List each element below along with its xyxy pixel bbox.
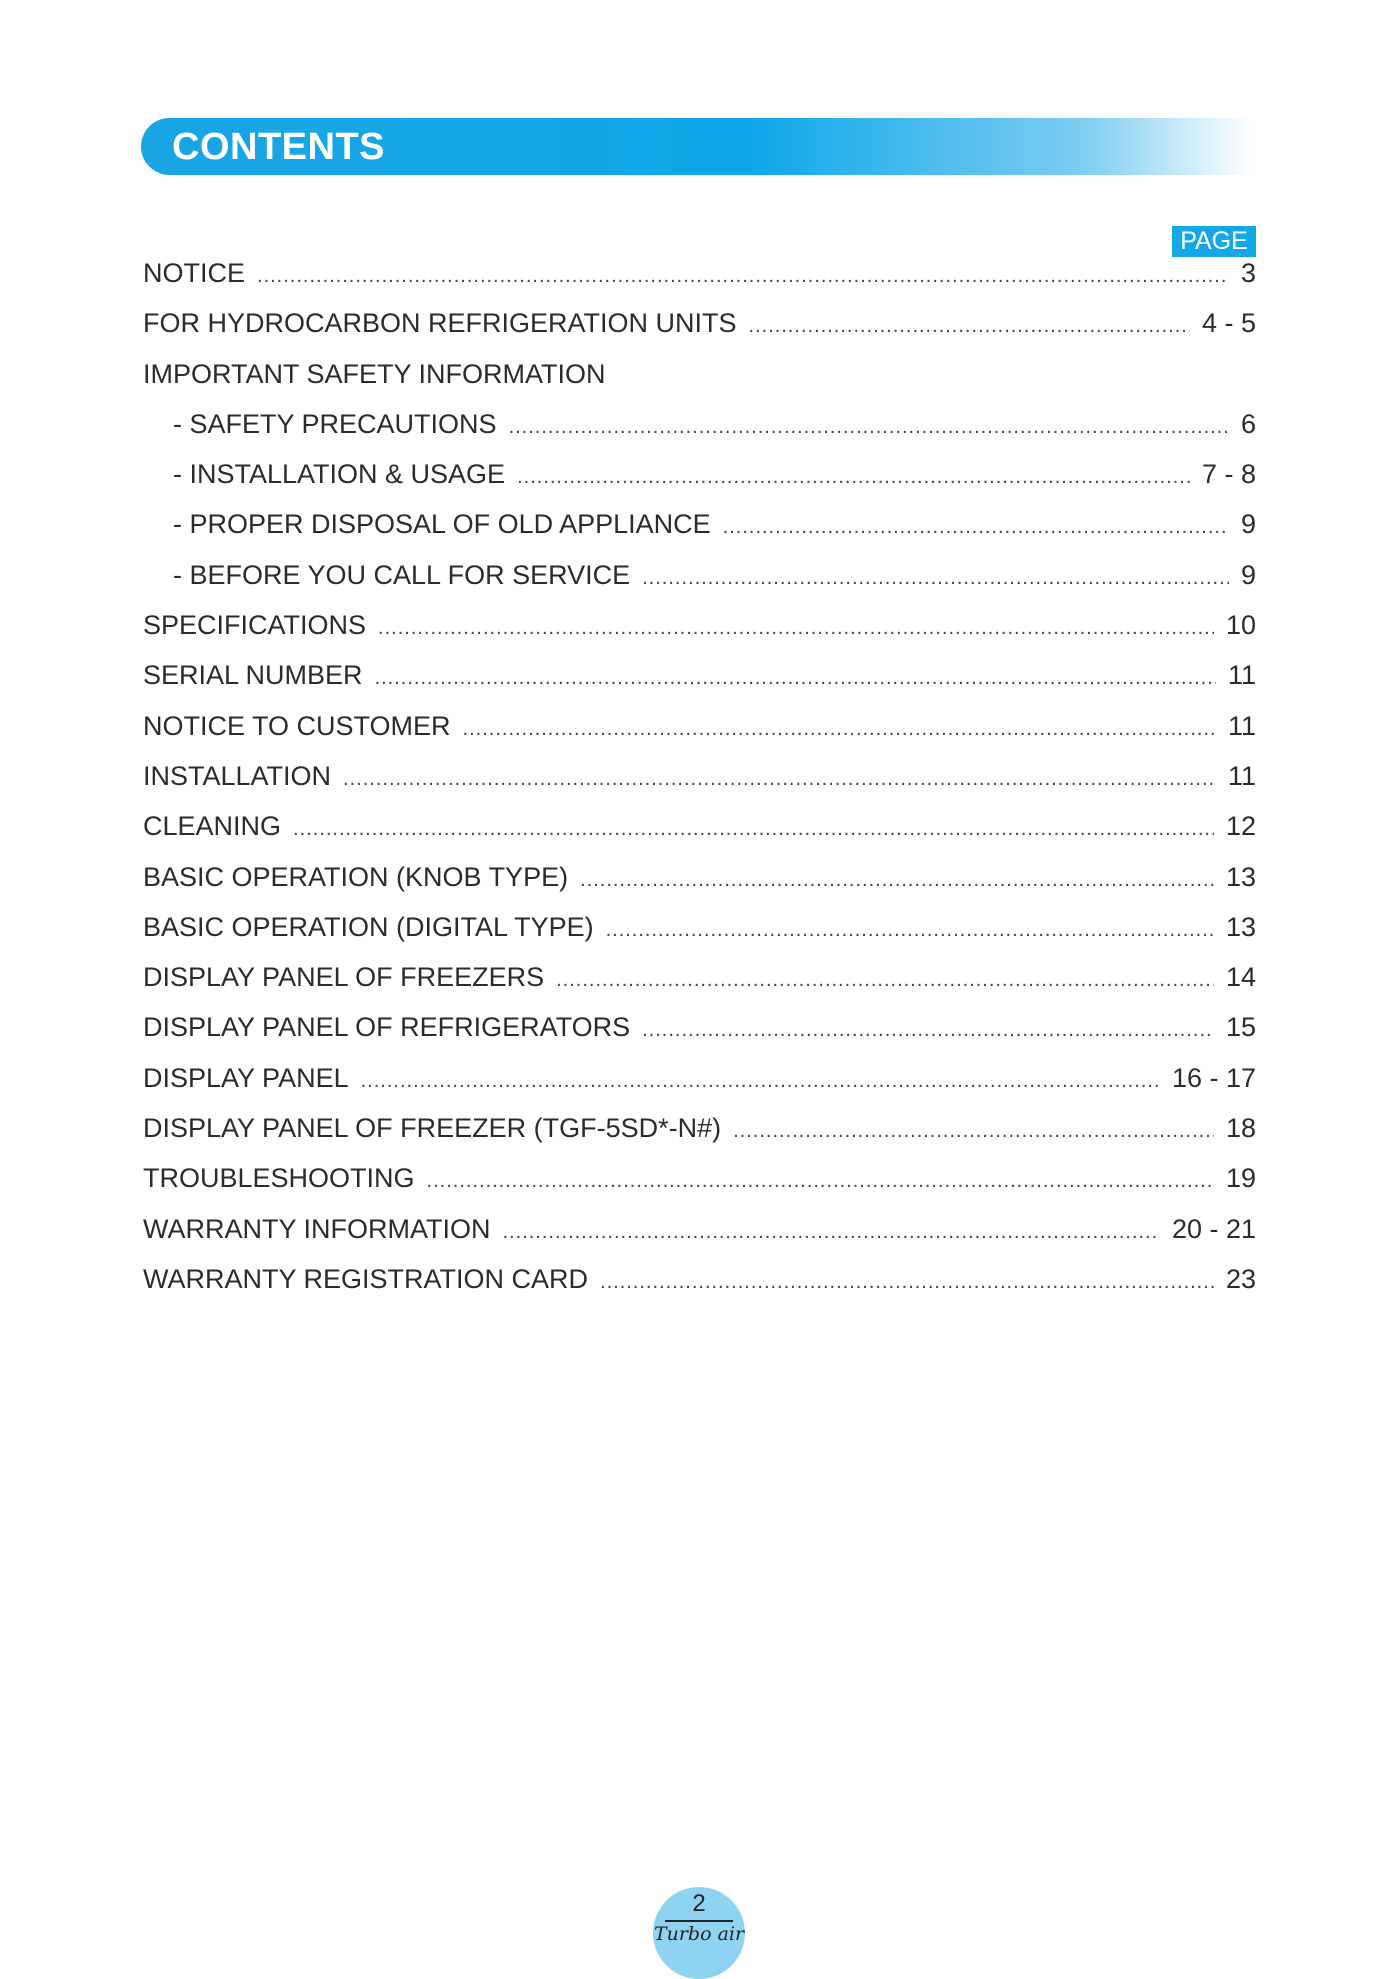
dot-leader	[361, 1070, 1160, 1093]
toc-entry-title: INSTALLATION	[143, 760, 332, 791]
toc-entry[interactable]	[143, 409, 1256, 459]
toc-entry-page: 13	[1225, 861, 1256, 892]
toc-entry[interactable]	[143, 560, 1256, 610]
dot-leader	[463, 718, 1216, 741]
toc-entry-title: DISPLAY PANEL OF FREEZERS	[143, 962, 545, 993]
toc-entry[interactable]	[143, 1063, 1256, 1113]
dot-leader	[749, 315, 1190, 338]
toc-entry-title: IMPORTANT SAFETY INFORMATION	[143, 358, 606, 389]
toc-entry-title: BASIC OPERATION (KNOB TYPE)	[143, 861, 569, 892]
toc-entry[interactable]	[143, 1113, 1256, 1163]
toc-entry-page: 9	[1240, 559, 1256, 590]
toc-entry-page: 10	[1225, 610, 1256, 641]
toc-entry-page: 23	[1225, 1263, 1256, 1294]
dot-leader	[503, 1221, 1160, 1244]
toc-entry[interactable]	[143, 711, 1256, 761]
toc-entry-title: DISPLAY PANEL OF REFRIGERATORS	[143, 1012, 631, 1043]
toc-entry[interactable]	[143, 862, 1256, 912]
dot-leader	[427, 1170, 1214, 1193]
toc-entry[interactable]	[143, 610, 1256, 660]
toc-entry-title: - PROPER DISPOSAL OF OLD APPLIANCE	[173, 509, 711, 540]
toc-entry-title: - INSTALLATION & USAGE	[173, 459, 506, 490]
dot-leader	[642, 1019, 1214, 1042]
toc-entry-page: 11	[1227, 710, 1256, 741]
toc-entry-title: DISPLAY PANEL	[143, 1062, 349, 1093]
toc-entry-page: 13	[1225, 911, 1256, 942]
dot-leader	[556, 969, 1214, 992]
toc-entry-title: NOTICE TO CUSTOMER	[143, 710, 451, 741]
dot-leader	[257, 265, 1229, 288]
toc-entry[interactable]	[143, 1264, 1256, 1314]
toc-entry[interactable]	[143, 258, 1256, 308]
footer-page-badge	[653, 1887, 745, 1979]
toc-entry-page: 19	[1225, 1163, 1256, 1194]
toc-entry-title: WARRANTY INFORMATION	[143, 1213, 491, 1244]
toc-entry[interactable]	[143, 660, 1256, 710]
dot-leader	[375, 667, 1216, 690]
dot-leader	[600, 1271, 1214, 1294]
footer-page-number: 2	[692, 1890, 706, 1917]
toc-entry-page: 9	[1240, 509, 1256, 540]
dot-leader	[343, 768, 1216, 791]
toc-entry-page: 6	[1240, 408, 1256, 439]
toc-entry-title: WARRANTY REGISTRATION CARD	[143, 1263, 589, 1294]
toc-entry[interactable]	[143, 1163, 1256, 1213]
toc-entry-page: 20 - 21	[1171, 1213, 1256, 1244]
page-title: CONTENTS	[172, 126, 385, 168]
toc-entry[interactable]	[143, 962, 1256, 1012]
toc-entry-page: 3	[1240, 258, 1256, 288]
toc-entry-title: DISPLAY PANEL OF FREEZER (TGF-5SD*-N#)	[143, 1113, 722, 1144]
toc-entry-page: 12	[1225, 811, 1256, 842]
toc-entry-title: - BEFORE YOU CALL FOR SERVICE	[173, 559, 631, 590]
brand-logo: Turbo air	[653, 1923, 745, 1945]
toc-entry[interactable]	[143, 912, 1256, 962]
dot-leader	[733, 1120, 1214, 1143]
toc-entry-page: 18	[1225, 1113, 1256, 1144]
contents-banner	[141, 118, 1253, 175]
page-column-label: PAGE	[1172, 226, 1256, 257]
toc-entry-page: 15	[1225, 1012, 1256, 1043]
toc-entry-title: - SAFETY PRECAUTIONS	[173, 408, 497, 439]
toc-entry[interactable]	[143, 1214, 1256, 1264]
toc-entry-title: BASIC OPERATION (DIGITAL TYPE)	[143, 911, 594, 942]
toc-entry[interactable]	[143, 811, 1256, 861]
footer-divider	[665, 1920, 733, 1922]
toc-entry[interactable]	[143, 1012, 1256, 1062]
dot-leader	[293, 818, 1214, 841]
toc-entry-title: SPECIFICATIONS	[143, 610, 367, 641]
toc-entry-title: SERIAL NUMBER	[143, 660, 363, 691]
toc-entry-page: 7 - 8	[1201, 459, 1256, 490]
dot-leader	[517, 466, 1190, 489]
dot-leader	[723, 516, 1229, 539]
table-of-contents	[143, 258, 1256, 1314]
toc-entry[interactable]	[143, 761, 1256, 811]
toc-entry[interactable]	[143, 459, 1256, 509]
dot-leader	[580, 869, 1214, 892]
toc-entry[interactable]	[143, 509, 1256, 559]
dot-leader	[606, 919, 1214, 942]
toc-entry-title: FOR HYDROCARBON REFRIGERATION UNITS	[143, 308, 737, 339]
toc-entry-page: 16 - 17	[1171, 1062, 1256, 1093]
toc-entry-page: 4 - 5	[1201, 308, 1256, 339]
toc-entry-page: 11	[1227, 660, 1256, 691]
dot-leader	[378, 617, 1214, 640]
dot-leader	[642, 567, 1229, 590]
toc-entry-title: NOTICE	[143, 258, 246, 288]
toc-entry-title: TROUBLESHOOTING	[143, 1163, 415, 1194]
toc-entry-page: 14	[1225, 962, 1256, 993]
toc-entry-page: 11	[1227, 760, 1256, 791]
dot-leader	[509, 416, 1229, 439]
toc-entry[interactable]	[143, 359, 1256, 409]
toc-entry[interactable]	[143, 308, 1256, 358]
toc-entry-title: CLEANING	[143, 811, 282, 842]
